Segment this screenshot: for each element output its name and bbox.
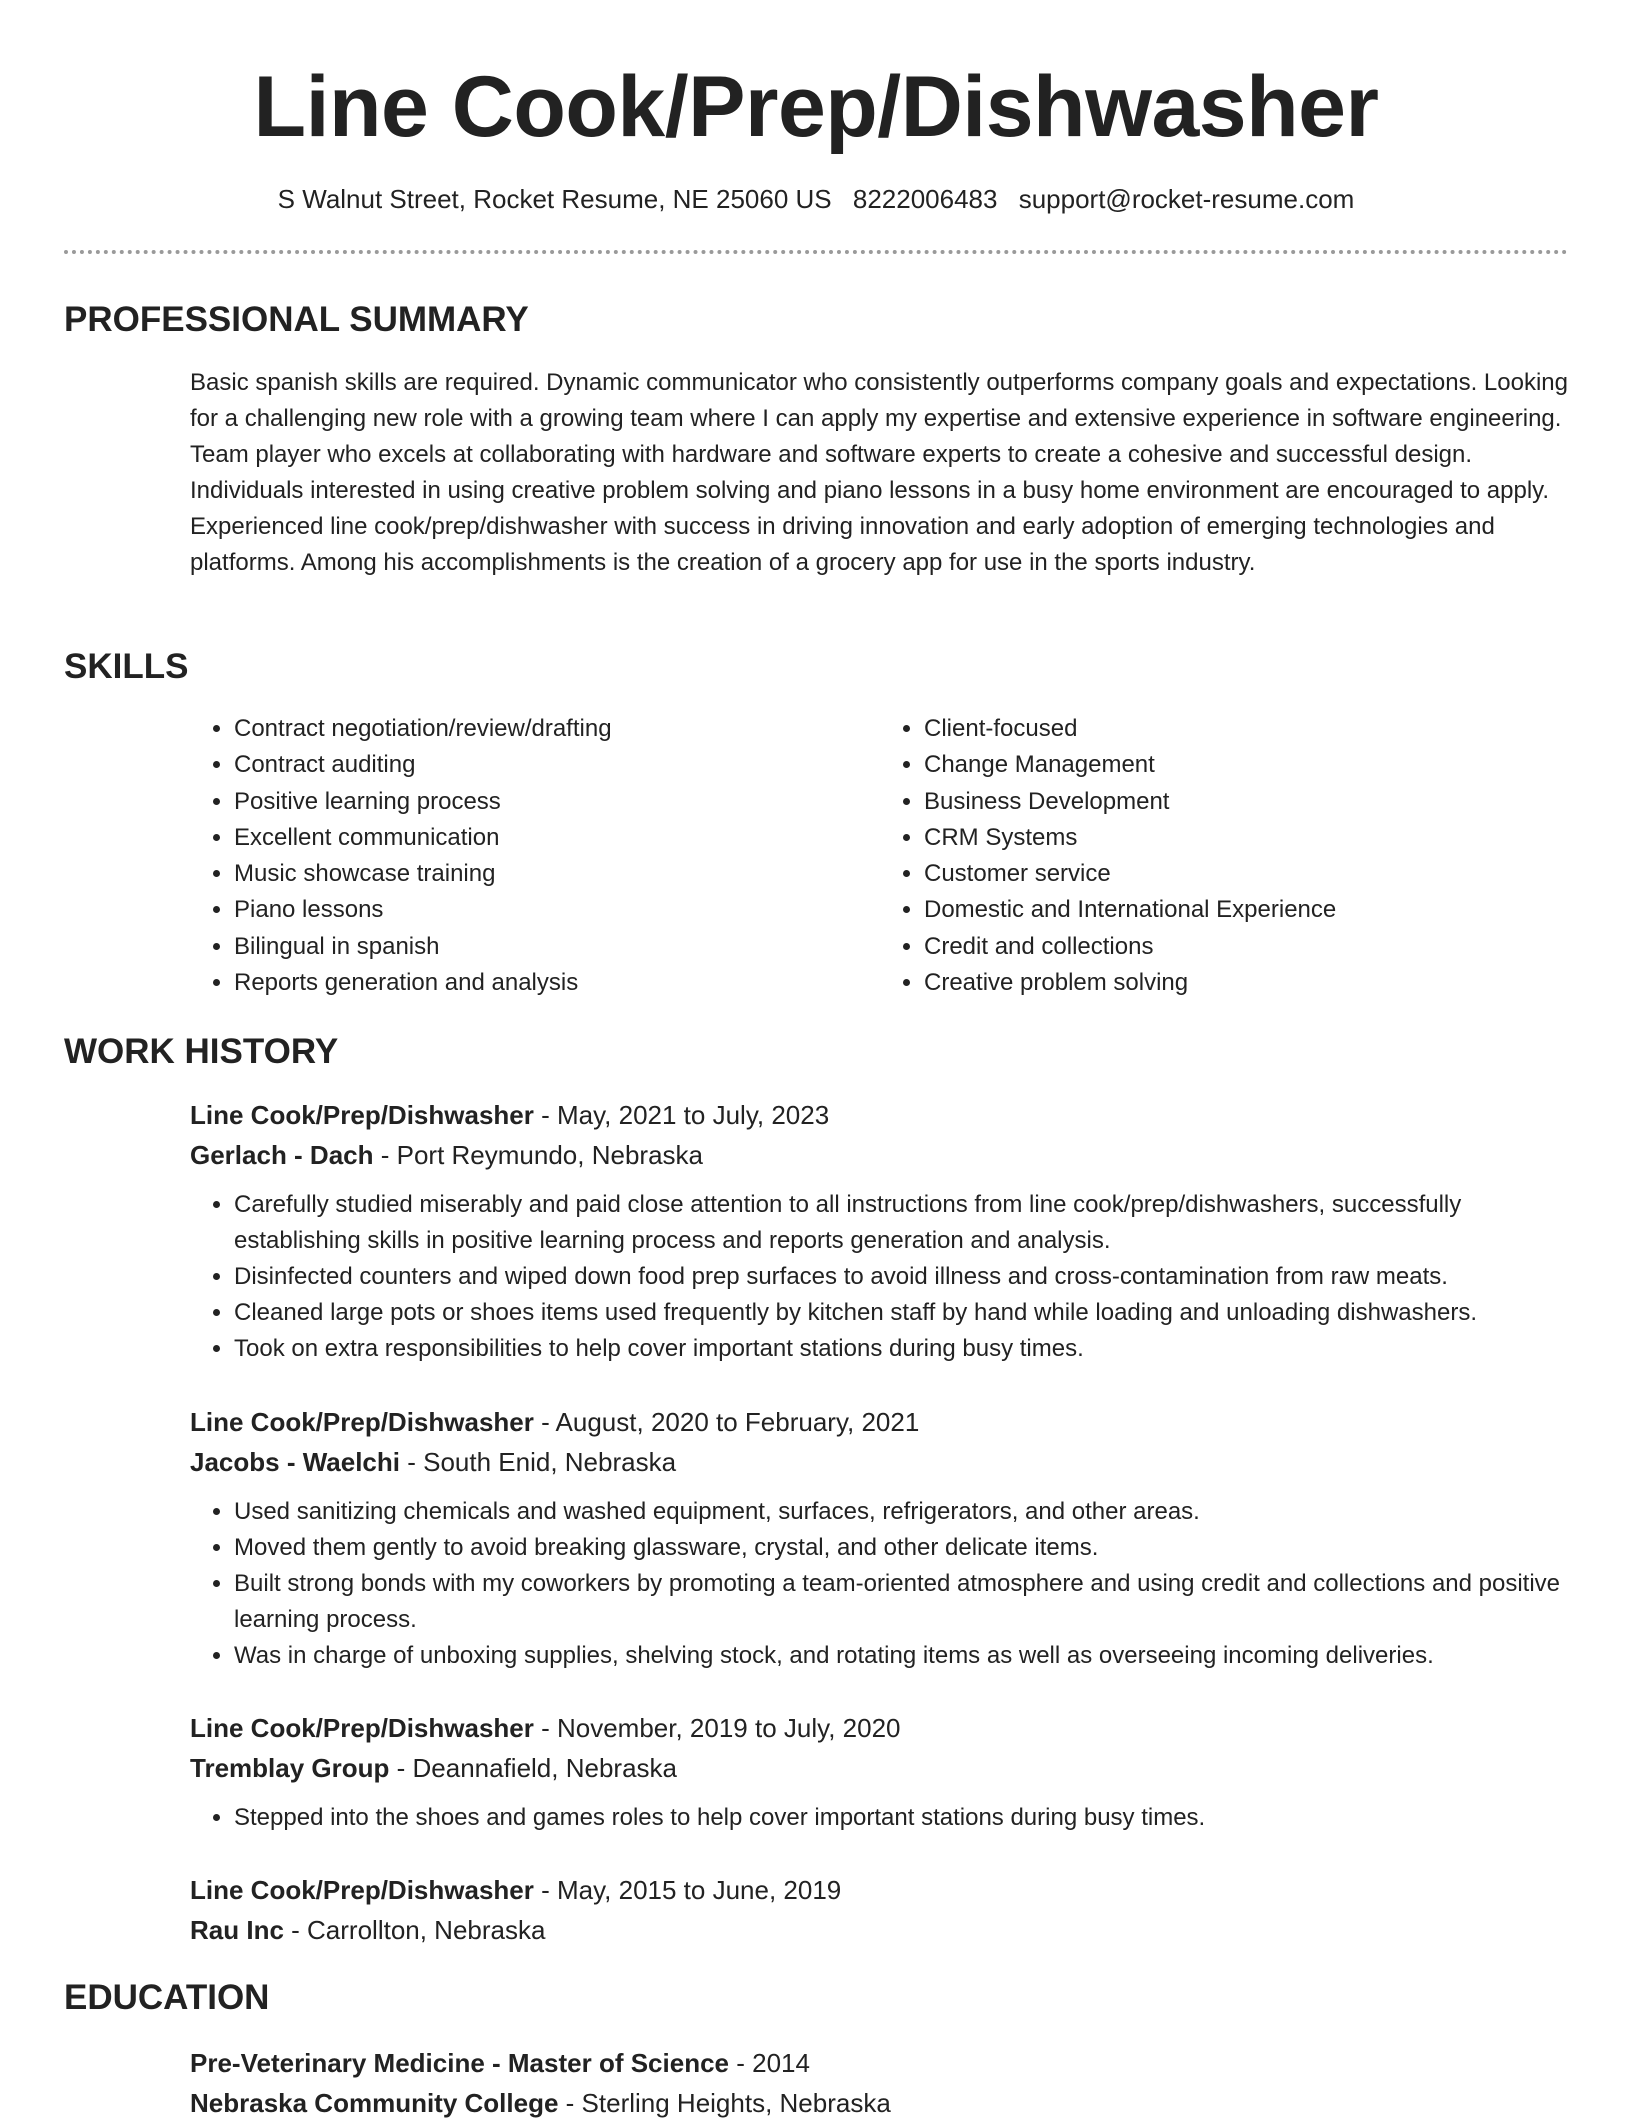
- job-title: Line Cook/Prep/Dishwasher: [190, 1100, 534, 1130]
- job-company: Gerlach - Dach: [190, 1140, 374, 1170]
- job-title: Line Cook/Prep/Dishwasher: [190, 1407, 534, 1437]
- work-history-heading: WORK HISTORY: [64, 1032, 339, 1071]
- job-company: Rau Inc: [190, 1915, 284, 1945]
- duty-item: • Took on extra responsibilities to help cover important stations during busy times.: [234, 1331, 1570, 1367]
- phone: 8222006483: [852, 184, 998, 214]
- skill-item: • Customer service: [924, 856, 1570, 892]
- job-dates: - November, 2019 to July, 2020: [533, 1713, 901, 1743]
- job-dates: - May, 2021 to July, 2023: [533, 1100, 830, 1130]
- school-location: - Sterling Heights, Nebraska: [558, 2088, 891, 2118]
- duty-item: • Stepped into the shoes and games roles to help cover important stations during busy times.: [234, 1800, 1570, 1836]
- job-company: Jacobs - Waelchi: [190, 1447, 400, 1477]
- job-duties: [190, 1494, 1570, 1674]
- skill-item: • CRM Systems: [924, 820, 1570, 856]
- skills-list: [190, 711, 1570, 1001]
- skill-item: • Domestic and International Experience: [924, 892, 1570, 928]
- job-duties: [190, 1187, 1570, 1367]
- graduation-year: - 2014: [729, 2048, 810, 2078]
- duty-item: • Built strong bonds with my coworkers by promoting a team-oriented atmosphere and using credit and collections and positive learning process.: [234, 1566, 1570, 1638]
- skill-item: • Positive learning process: [234, 784, 880, 820]
- skill-item: • Creative problem solving: [924, 965, 1570, 1001]
- job-dates: - May, 2015 to June, 2019: [533, 1875, 842, 1905]
- education-entry: [190, 2043, 1570, 2123]
- skills-column-right: [880, 711, 1570, 1001]
- education-heading: EDUCATION: [64, 1978, 270, 2017]
- skill-item: • Contract negotiation/review/drafting: [234, 711, 880, 747]
- skill-item: • Business Development: [924, 784, 1570, 820]
- duty-item: • Carefully studied miserably and paid close attention to all instructions from line cook/prep/dishwashers, successfully establishing skills in positive learning process and reports generation and analysis.: [234, 1187, 1570, 1259]
- job-dates: - August, 2020 to February, 2021: [533, 1407, 920, 1437]
- duty-item: • Moved them gently to avoid breaking glassware, crystal, and other delicate items.: [234, 1530, 1570, 1566]
- job-location: - Carrollton, Nebraska: [283, 1915, 546, 1945]
- duty-item: • Used sanitizing chemicals and washed equipment, surfaces, refrigerators, and other areas.: [234, 1494, 1570, 1530]
- school-name: Nebraska Community College: [190, 2088, 559, 2118]
- skill-item: • Bilingual in spanish: [234, 929, 880, 965]
- skill-item: • Piano lessons: [234, 892, 880, 928]
- candidate-name: Line Cook/Prep/Dishwasher: [253, 59, 1379, 155]
- job-title: Line Cook/Prep/Dishwasher: [190, 1875, 534, 1905]
- job-location: - Deannafield, Nebraska: [389, 1753, 677, 1783]
- duty-item: • Was in charge of unboxing supplies, shelving stock, and rotating items as well as overseeing incoming deliveries.: [234, 1638, 1570, 1674]
- skill-item: • Credit and collections: [924, 929, 1570, 965]
- header-divider: [64, 250, 1568, 254]
- job-location: - South Enid, Nebraska: [400, 1447, 677, 1477]
- skills-heading: SKILLS: [64, 647, 189, 686]
- duty-item: • Disinfected counters and wiped down food prep surfaces to avoid illness and cross-contamination from raw meats.: [234, 1259, 1570, 1295]
- address: S Walnut Street, Rocket Resume, NE 25060 US: [277, 184, 832, 214]
- contact-line: [0, 180, 1632, 218]
- skill-item: • Contract auditing: [234, 747, 880, 783]
- skill-item: • Reports generation and analysis: [234, 965, 880, 1001]
- email: support@rocket-resume.com: [1018, 184, 1355, 214]
- summary-text: Basic spanish skills are required. Dynamic communicator who consistently outperforms company goals and expectations. Looking for a challenging new role with a growing team where I can apply my expertise and extensive experience in software engineering. Team player who excels at collaborating with hardware and software experts to create a cohesive and successful design. Individuals interested in using creative problem solving and piano lessons in a busy home environment are encouraged to apply. Experienced line cook/prep/dishwasher with success in driving innovation and early adoption of emerging technologies and platforms. Among his accomplishments is the creation of a grocery app for use in the sports industry.: [190, 369, 1568, 576]
- job-duties: [190, 1800, 1570, 1836]
- duty-item: • Cleaned large pots or shoes items used frequently by kitchen staff by hand while loading and unloading dishwashers.: [234, 1295, 1570, 1331]
- degree: Pre-Veterinary Medicine - Master of Science: [190, 2048, 729, 2078]
- job-entry: [190, 1402, 1570, 1674]
- job-entry: [190, 1870, 1570, 1950]
- skill-item: • Change Management: [924, 747, 1570, 783]
- job-title: Line Cook/Prep/Dishwasher: [190, 1713, 534, 1743]
- skill-item: • Client-focused: [924, 711, 1570, 747]
- skill-item: • Excellent communication: [234, 820, 880, 856]
- job-company: Tremblay Group: [190, 1753, 390, 1783]
- job-location: - Port Reymundo, Nebraska: [373, 1140, 703, 1170]
- job-entry: [190, 1095, 1570, 1367]
- job-entry: [190, 1708, 1570, 1836]
- skills-column-left: [190, 711, 880, 1001]
- summary-heading: PROFESSIONAL SUMMARY: [64, 300, 529, 339]
- skill-item: • Music showcase training: [234, 856, 880, 892]
